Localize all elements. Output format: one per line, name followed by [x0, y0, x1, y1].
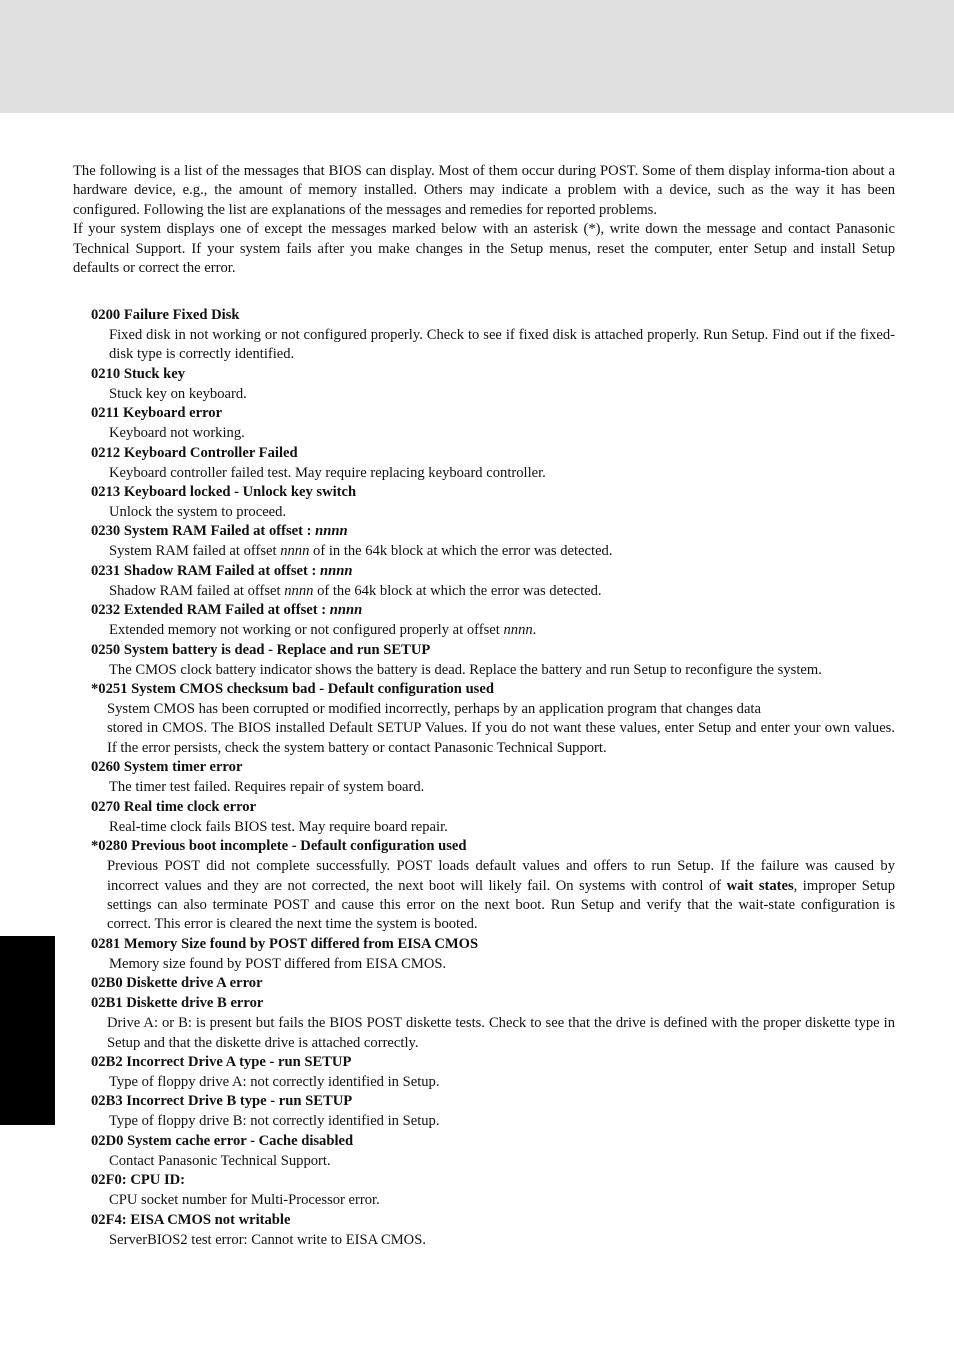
- message-description: ServerBIOS2 test error: Cannot write to EISA CMOS.: [109, 1231, 426, 1248]
- message-title: 0213 Keyboard locked - Unlock key switch: [91, 484, 357, 501]
- message-title: [91, 601, 895, 621]
- title-variable: nnnn: [320, 562, 353, 579]
- desc-rest: stored in CMOS. The BIOS installed Default SETUP Values. If you do not want these values, enter Setup and enter your own values. If the error persists, check the system battery or contact Panasonic Technical Support.: [107, 720, 895, 756]
- message-description: [109, 542, 895, 561]
- desc-text-a: Shadow RAM failed at offset: [109, 582, 285, 599]
- message-description: Type of floppy drive A: not correctly identified in Setup.: [109, 1073, 440, 1090]
- desc-text-b: of the 64k block at which the error was detected.: [313, 582, 602, 599]
- message-02B2: [91, 1053, 895, 1092]
- message-title: 0260 System timer error: [91, 759, 243, 776]
- message-0270: [91, 798, 895, 837]
- desc-line-1: System CMOS has been corrupted or modified incorrectly, perhaps by an application program that changes data: [107, 701, 761, 718]
- intro-text: [73, 162, 895, 278]
- message-description: Type of floppy drive B: not correctly identified in Setup.: [109, 1113, 440, 1130]
- message-description: The timer test failed. Requires repair of system board.: [109, 779, 425, 796]
- side-tab-marker: [0, 936, 55, 1125]
- title-text: 0230 System RAM Failed at offset :: [91, 523, 316, 540]
- message-description: [109, 621, 895, 640]
- desc-text-a: System RAM failed at offset: [109, 543, 281, 560]
- desc-text-b: , improper Setup settings can also terminate POST and cause this error on the next boot. Run Setup and verify that the wait-state configuration is correct. This error is cleared the next time the system is booted.: [107, 877, 895, 933]
- title-variable: nnnn: [315, 523, 348, 540]
- message-0230: [91, 522, 895, 561]
- message-02D0: [91, 1132, 895, 1171]
- message-02B3: [91, 1092, 895, 1131]
- message-description: Drive A: or B: is present but fails the BIOS POST diskette tests. Check to see that the drive is defined with the proper diskette type in Setup and that the diskette drive is attached correctly.: [107, 1015, 895, 1051]
- message-0260: [91, 758, 895, 797]
- desc-text-a: Previous POST did not complete successfully. POST loads default values and offers to run Setup. If the failure was caused by incorrect values and they are not corrected, the next boot will likely fail. On systems with control of: [107, 858, 895, 894]
- message-0232: [91, 601, 895, 640]
- message-0211: [91, 404, 895, 443]
- message-title: 0210 Stuck key: [91, 365, 186, 382]
- message-title: 02B3 Incorrect Drive B type - run SETUP: [91, 1093, 353, 1110]
- message-title: 02F4: EISA CMOS not writable: [91, 1211, 291, 1228]
- title-text: 0232 Extended RAM Failed at offset :: [91, 602, 330, 619]
- message-description: Contact Panasonic Technical Support.: [109, 1152, 331, 1169]
- message-0280: [91, 837, 895, 935]
- message-title: [91, 562, 895, 582]
- message-description: Keyboard controller failed test. May require replacing keyboard controller.: [109, 464, 546, 481]
- message-0213: [91, 483, 895, 522]
- message-title: 0270 Real time clock error: [91, 798, 257, 815]
- message-0250: [91, 641, 895, 680]
- desc-text-b: .: [532, 622, 537, 639]
- message-0231: [91, 562, 895, 601]
- message-0212: [91, 444, 895, 483]
- title-text: 0231 Shadow RAM Failed at offset :: [91, 562, 321, 579]
- message-description: The CMOS clock battery indicator shows the battery is dead. Replace the battery and run Setup to reconfigure the system.: [109, 661, 822, 678]
- message-0200: [91, 306, 895, 365]
- message-description: Keyboard not working.: [109, 425, 245, 442]
- message-title: 02B0 Diskette drive A error: [91, 975, 263, 992]
- message-title: 0211 Keyboard error: [91, 405, 223, 422]
- message-0210: [91, 365, 895, 404]
- message-title: 0281 Memory Size found by POST differed from EISA CMOS: [91, 935, 479, 952]
- message-title: 02B2 Incorrect Drive A type - run SETUP: [91, 1053, 352, 1070]
- message-description: Fixed disk in not working or not configured properly. Check to see if fixed disk is attached properly. Run Setup. Find out if the fixed-disk type is correctly identified.: [109, 327, 895, 363]
- message-02F4: [91, 1211, 895, 1250]
- message-description: Stuck key on keyboard.: [109, 385, 247, 402]
- desc-variable: nnnn: [503, 622, 533, 639]
- desc-text-b: of in the 64k block at which the error was detected.: [309, 543, 613, 560]
- message-02B1: [91, 994, 895, 1053]
- message-title: *0251 System CMOS checksum bad - Default configuration used: [91, 681, 494, 698]
- message-description: [107, 700, 895, 758]
- message-title: 0200 Failure Fixed Disk: [91, 307, 240, 323]
- message-title: 02D0 System cache error - Cache disabled: [91, 1132, 354, 1149]
- desc-variable: nnnn: [280, 543, 310, 560]
- intro-paragraph-2: If your system displays one of except the messages marked below with an asterisk (*), write down the message and contact Panasonic Technical Support. If your system fails after you make changes in the Setup menus, reset the computer, enter Setup and install Setup defaults or correct the error.: [73, 221, 895, 277]
- header-band: [0, 0, 954, 113]
- message-description: CPU socket number for Multi-Processor error.: [109, 1192, 380, 1209]
- desc-emphasis: wait states: [726, 877, 794, 894]
- message-0251: [91, 680, 895, 758]
- desc-variable: nnnn: [284, 582, 314, 599]
- message-title: *0280 Previous boot incomplete - Default configuration used: [91, 838, 467, 855]
- title-variable: nnnn: [329, 602, 363, 619]
- message-description: [109, 582, 895, 601]
- intro-paragraph-1: The following is a list of the messages that BIOS can display. Most of them occur during POST. Some of them display informa-tion about a hardware device, e.g., the amount of memory installed. Others may indicate a problem with a device, such as the way it has been configured. Following the list are explanations of the messages and remedies for reported problems.: [73, 163, 895, 218]
- bios-message-list: [91, 306, 895, 1250]
- message-description: Memory size found by POST differed from EISA CMOS.: [109, 955, 447, 972]
- desc-text-a: Extended memory not working or not configured properly at offset: [109, 622, 504, 639]
- message-02B0: [91, 974, 895, 994]
- message-description: [107, 857, 895, 935]
- message-title: 02B1 Diskette drive B error: [91, 995, 264, 1012]
- message-title: 02F0: CPU ID:: [91, 1172, 186, 1189]
- message-description: Unlock the system to proceed.: [109, 504, 287, 521]
- message-title: 0250 System battery is dead - Replace and run SETUP: [91, 641, 431, 658]
- message-description: Real-time clock fails BIOS test. May require board repair.: [109, 818, 448, 835]
- message-02F0: [91, 1171, 895, 1210]
- message-title: [91, 522, 895, 542]
- message-title: 0212 Keyboard Controller Failed: [91, 444, 298, 461]
- message-0281: [91, 935, 895, 974]
